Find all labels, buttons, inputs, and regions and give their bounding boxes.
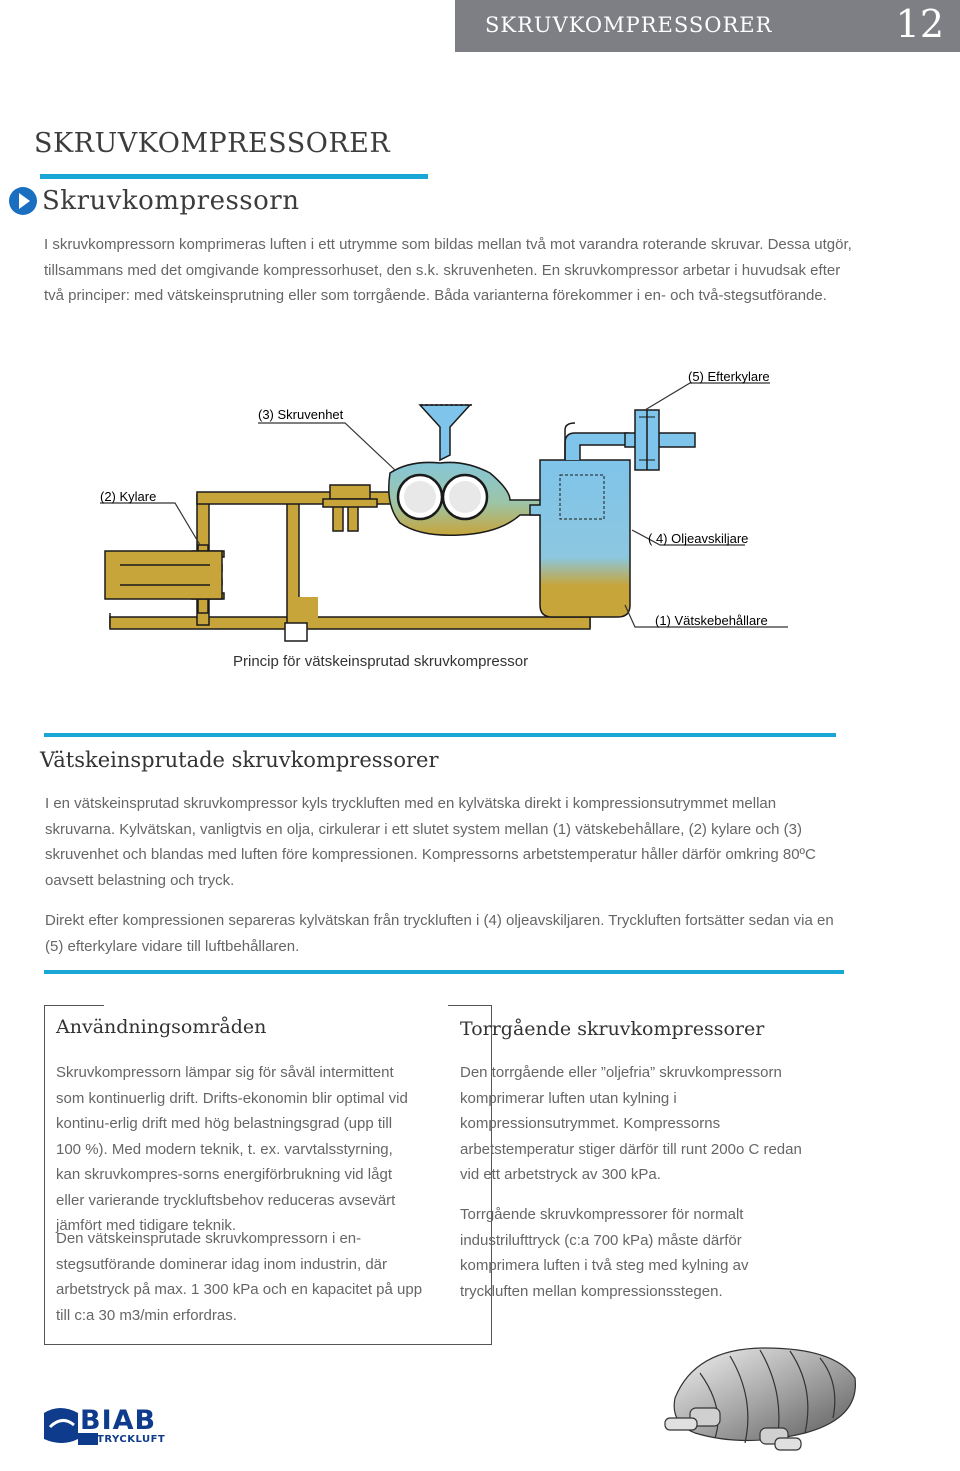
oil-return-pipe [110, 617, 590, 629]
label-oljeavskiljare: ( 4) Oljeavskiljare [648, 531, 749, 546]
logo-subtext: TRYCKLUFT [97, 1434, 166, 1445]
screw-rotor-image [655, 1318, 870, 1458]
box-border [44, 1344, 492, 1345]
air-inlet [420, 405, 472, 460]
box-border [448, 1005, 492, 1006]
right-box-paragraph-2: Torrgående skruvkompressorer för normalt industrilufttryck (c:a 700 kPa) måste därför komprimera luften i två steg med kylning av tryckluften mellan kompressionsstegen. [460, 1206, 749, 1300]
label-kylare: (2) Kylare [100, 489, 157, 504]
diagram-caption: Princip för vätskeinsprutad skruvkompressor [233, 653, 529, 670]
left-box-paragraph-1: Skruvkompressorn lämpar sig för såväl intermittent som kontinuerlig drift. Drifts-ekonomin blir optimal vid kontinu-erlig drift med hög belastningsgrad (upp till 100 %). Med modern teknik, t. ex. varvtalsstyrning, kan skruvkompres-sorns energiförbrukning vid lågt eller varierande tryckluftsbehov reduceras avsevärt jämfört med tidigare teknik. [56, 1064, 408, 1234]
section-title: Skruvkompressorn [42, 186, 300, 216]
label-efterkylare: (5) Efterkylare [688, 369, 770, 384]
box-border [44, 1005, 45, 1345]
compressor-diagram [90, 355, 810, 685]
label-vatskebehallare: (1) Vätskebehållare [655, 613, 768, 628]
page-number: 12 [895, 2, 944, 46]
arrow-right-icon [8, 186, 38, 216]
label-skruvenhet: (3) Skruvenhet [258, 407, 344, 422]
oil-filter [323, 485, 377, 531]
section2-paragraph-2: Direkt efter kompressionen separeras kylvätskan från tryckluften i (4) oljeavskiljaren. Tryckluften fortsätter sedan via en (5) efterkylare vidare till luftbehållaren. [45, 912, 834, 955]
left-box-title: Användningsområden [56, 1016, 267, 1038]
main-title: SKRUVKOMPRESSORER [34, 128, 391, 159]
section-rule [44, 970, 844, 974]
section-rule [40, 174, 428, 179]
section2-paragraph-1: I en vätskeinsprutad skruvkompressor kyls tryckluften med en kylvätska direkt i kompressionsutrymmet mellan skruvarna. Kylvätskan, vanligtvis en olja, cirkulerar i ett slutet system mellan (1) vätskebehållare, (2) kylare och (3) skruvenhet och blandas med luften före kompressionen. Kompressorns arbetstemperatur håller därför omkring 80ºC oavsett belastning och tryck. [45, 795, 816, 889]
box-border [44, 1005, 104, 1006]
after-cooler [625, 410, 695, 470]
header-title: SKRUVKOMPRESSORER [485, 13, 773, 37]
cooler [105, 545, 224, 613]
valve-block [285, 623, 307, 641]
intro-paragraph: I skruvkompressorn komprimeras luften i ett utrymme som bildas mellan två mot varandra roterande skruvar. Dessa utgör, tillsammans med det omgivande kompressorhuset, den s.k. skruvenheten. En skruvkompressor arbetar i huvudsak efter två principer: med vätskeinsprutning eller som torrgående. Båda varianterna förekommer i en- och två-stegsutförande. [44, 236, 852, 304]
left-box-paragraph-2: Den vätskeinsprutade skruvkompressorn i en-stegsutförande dominerar idag inom industrin, där arbetstryck på max. 1 300 kPa och en kapacitet på upp till c:a 30 m3/min erfordras. [56, 1230, 423, 1324]
header-bar [455, 0, 960, 52]
section2-title: Vätskeinsprutade skruvkompressorer [40, 748, 439, 772]
right-box-paragraph-1: Den torrgående eller ”oljefria” skruvkompressorn komprimerar luften utan kylning i kompressionsutrymmet. Kompressorns arbetstemperatur stiger därför till runt 200o C redan vid ett arbetstryck av 300 kPa. [460, 1064, 802, 1183]
right-box-title: Torrgående skruvkompressorer [460, 1018, 765, 1040]
logo-text: BIAB [80, 1405, 157, 1436]
oil-separator-tank [530, 423, 630, 617]
section-rule [44, 733, 836, 737]
